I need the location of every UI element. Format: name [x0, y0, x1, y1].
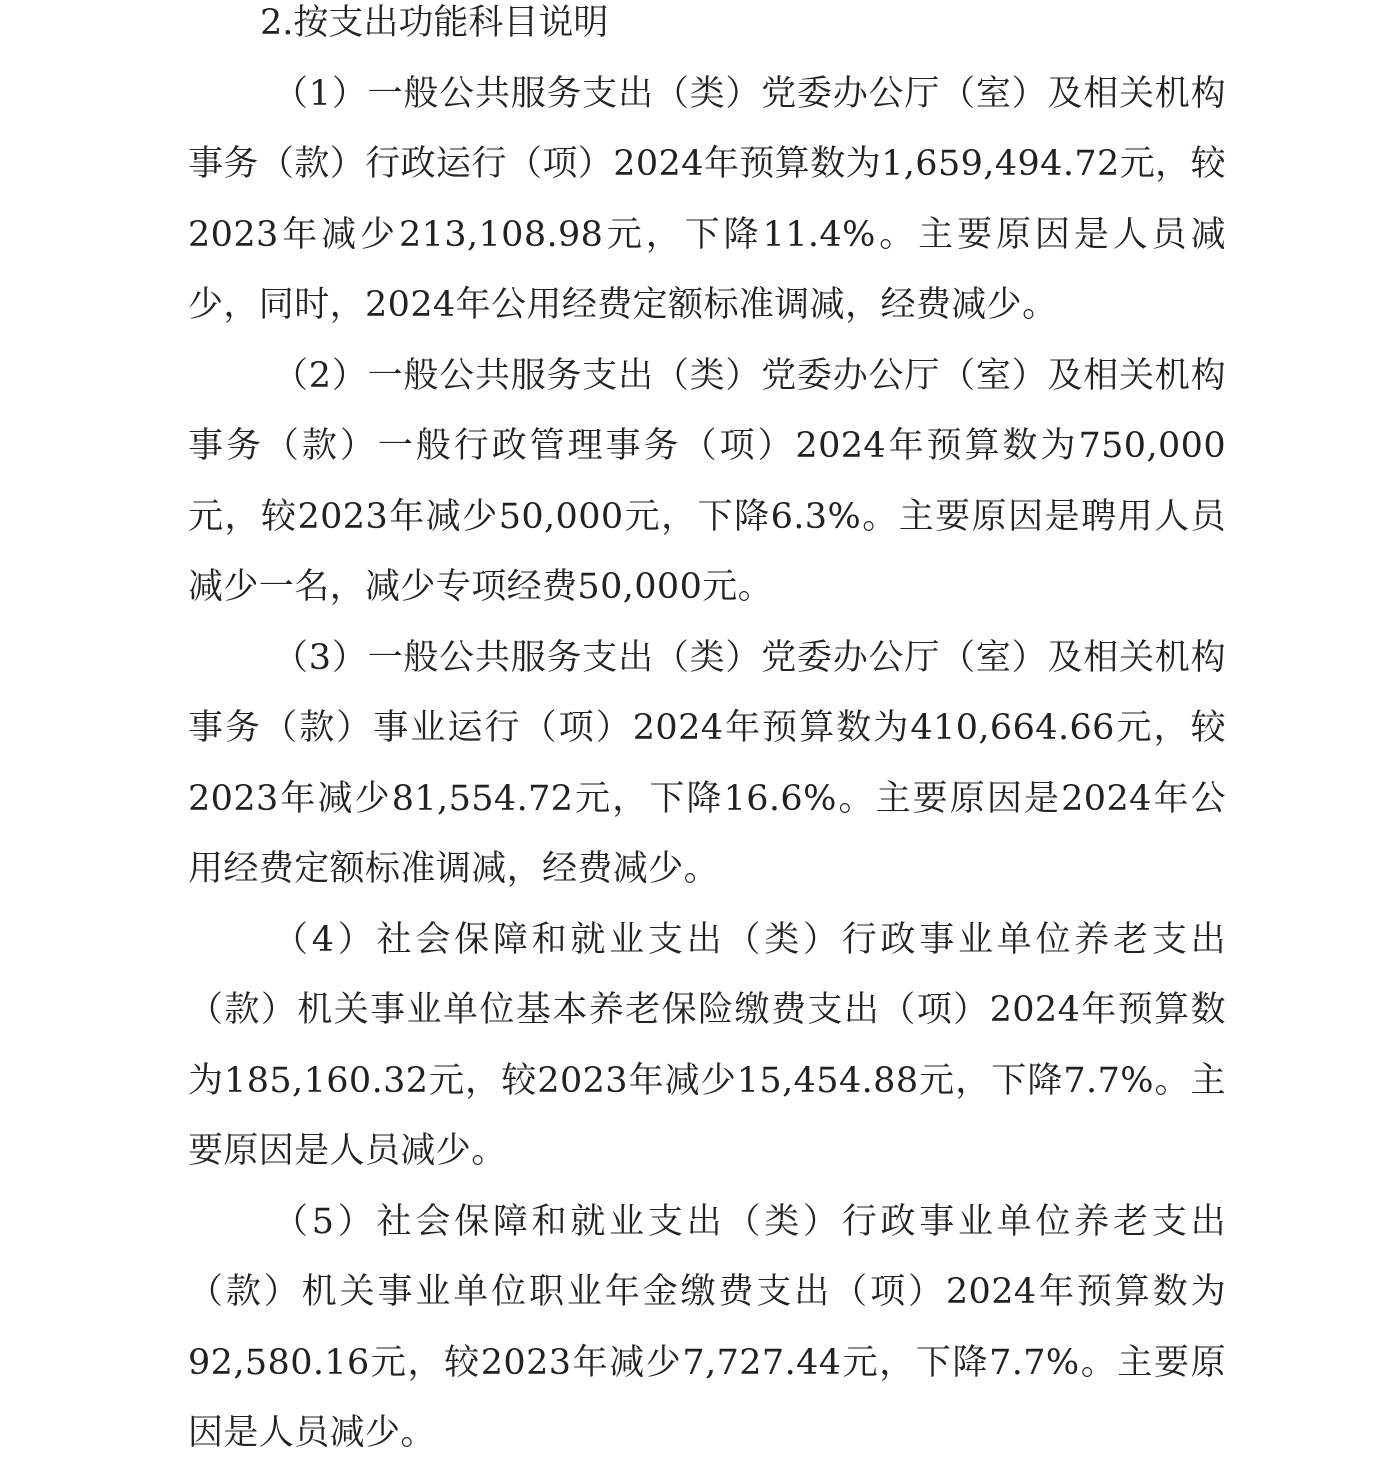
paragraph-item-5: （5）社会保障和就业支出（类）行政事业单位养老支出（款）机关事业单位职业年金缴费支出（项）2024年预算数为92,580.16元，较2023年减少7,727.44元，下降7.7%。主要原因是人员减少。 — [188, 1201, 1226, 1453]
paragraph-item-4: （4）社会保障和就业支出（类）行政事业单位养老支出（款）机关事业单位基本养老保险缴费支出（项）2024年预算数为185,160.32元，较2023年减少15,454.88元，下降7.7%。主要原因是人员减少。 — [188, 919, 1226, 1171]
paragraph-item-3: （3）一般公共服务支出（类）党委办公厅（室）及相关机构事务（款）事业运行（项）2024年预算数为410,664.66元，较2023年减少81,554.72元，下降16.6%。主要原因是2024年公用经费定额标准调减，经费减少。 — [188, 637, 1226, 889]
paragraph-item-1: （1）一般公共服务支出（类）党委办公厅（室）及相关机构事务（款）行政运行（项）2024年预算数为1,659,494.72元，较2023年减少213,108.98元，下降11.4%。主要原因是人员减少，同时，2024年公用经费定额标准调减，经费减少。 — [188, 73, 1226, 325]
paragraph-item-2: （2）一般公共服务支出（类）党委办公厅（室）及相关机构事务（款）一般行政管理事务（项）2024年预算数为750,000元，较2023年减少50,000元，下降6.3%。主要原因是聘用人员减少一名，减少专项经费50,000元。 — [188, 355, 1226, 607]
document-page — [188, 0, 1226, 1469]
section-title: 2.按支出功能科目说明 — [260, 3, 609, 43]
